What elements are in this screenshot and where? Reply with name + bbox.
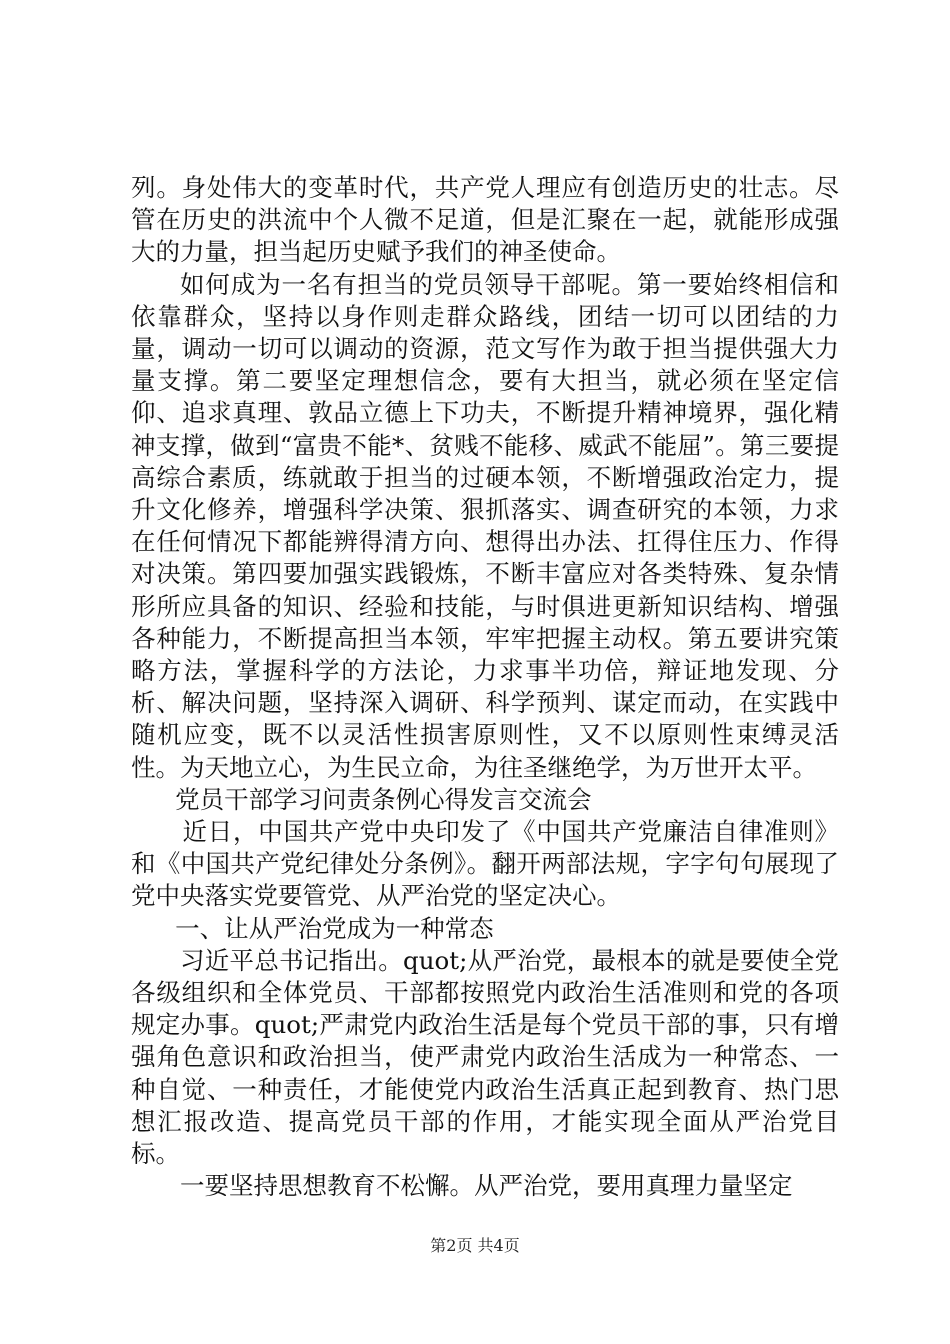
page-footer: 第2页 共4页 <box>430 1236 520 1255</box>
paragraph-intro: 近日，中国共产党中央印发了《中国共产党廉洁自律准则》和《中国共产党纪律处分条例》。翻开两部法规，字字句句展现了党中央落实党要管党、从严治党的坚定决心。 <box>131 817 839 911</box>
paragraph-leadership: 如何成为一名有担当的党员领导干部呢。第一要始终相信和依靠群众，坚持以身作则走群众路线，团结一切可以团结的力量，调动一切可以调动的资源，范文写作为敢于担当提供强大力量支撑。第二要坚定理想信念，要有大担当，就必须在坚定信仰、追求真理、敦品立德上下功夫，不断提升精神境界，强化精神支撑，做到“富贵不能*、贫贱不能移、威武不能屈”。第三要提高综合素质，练就敢于担当的过硬本领，不断增强政治定力，提升文化修养，增强科学决策、狠抓落实、调查研究的本领，力求在任何情况下都能辨得清方向、想得出办法、扛得住压力、作得对决策。第四要加强实践锻炼，不断丰富应对各类特殊、复杂情形所应具备的知识、经验和技能，与时俱进更新知识结构、增强各种能力，不断提高担当本领，牢牢把握主动权。第五要讲究策略方法，掌握科学的方法论，力求事半功倍，辩证地发现、分析、解决问题，坚持深入调研、科学预判、谋定而动，在实践中随机应变，既不以灵活性损害原则性，又不以原则性束缚灵活性。为天地立心，为生民立命，为往圣继绝学，为万世开太平。 <box>131 269 839 782</box>
paragraph-education: 一要坚持思想教育不松懈。从严治党，要用真理力量坚定 <box>180 1171 793 1201</box>
section-title: 党员干部学习问责条例心得发言交流会 <box>175 784 592 814</box>
paragraph-xi-quote: 习近平总书记指出。quot;从严治党，最根本的就是要使全党各级组织和全体党员、干部都按照党内政治生活准则和党的各项规定办事。quot;严肃党内政治生活是每个党员干部的事，只有增强角色意识和政治担当，使严肃党内政治生活成为一种常态、一种自觉、一种责任，才能使党内政治生活真正起到教育、热门思想汇报改造、提高党员干部的作用，才能实现全面从严治党目标。 <box>131 945 839 1169</box>
document-body <box>131 172 839 1203</box>
paragraph-continuation: 列。身处伟大的变革时代，共产党人理应有创造历史的壮志。尽管在历史的洪流中个人微不足道，但是汇聚在一起，就能形成强大的力量，担当起历史赋予我们的神圣使命。 <box>131 173 839 267</box>
section-heading-1: 一、让从严治党成为一种常态 <box>175 913 494 943</box>
